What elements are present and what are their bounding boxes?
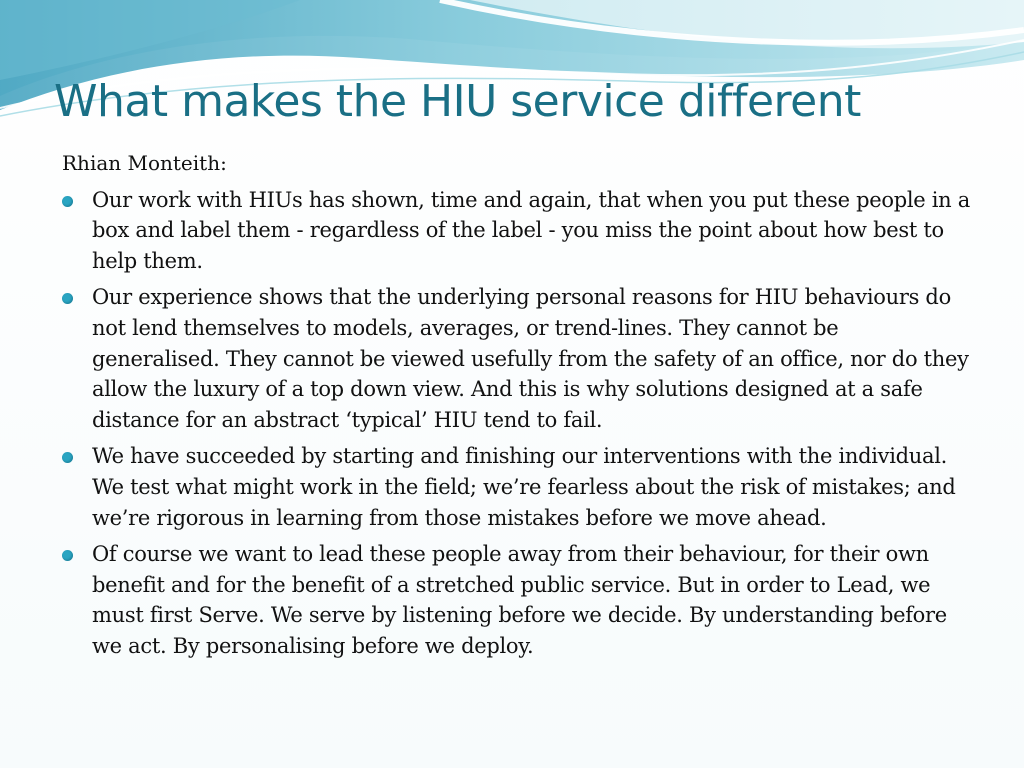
bullet-dot-icon bbox=[62, 196, 73, 207]
bullet-item bbox=[62, 282, 972, 435]
bullet-item bbox=[62, 539, 972, 661]
bullet-list bbox=[62, 185, 972, 662]
bullet-text: Of course we want to lead these people away from their behaviour, for their own benefit and for the benefit of a stretched public service. But in order to Lead, we must first Serve. We serve by listening before we decide. By understanding before we act. By personalising before we deploy. bbox=[92, 542, 947, 658]
bullet-dot-icon bbox=[62, 452, 73, 463]
bullet-text: Our experience shows that the underlying personal reasons for HIU behaviours do not lend themselves to models, averages, or trend-lines. They cannot be generalised. They cannot be viewed usefully from the safety of an office, nor do they allow the luxury of a top down view. And this is why solutions designed at a safe distance for an abstract ‘typical’ HIU tend to fail. bbox=[92, 285, 969, 432]
bullet-item bbox=[62, 185, 972, 277]
bullet-text: Our work with HIUs has shown, time and again, that when you put these people in a box and label them - regardless of the label - you miss the point about how best to help them. bbox=[92, 187, 971, 273]
bullet-text: We have succeeded by starting and finishing our interventions with the individual. We test what might work in the field; we’re fearless about the risk of mistakes; and we’re rigorous in learning from those mistakes before we move ahead. bbox=[92, 444, 956, 530]
bullet-dot-icon bbox=[62, 293, 73, 304]
slide-content bbox=[62, 148, 972, 668]
slide-title: What makes the HIU service different bbox=[54, 76, 861, 127]
bullet-item bbox=[62, 441, 972, 533]
bullet-dot-icon bbox=[62, 550, 73, 561]
speaker-name: Rhian Monteith: bbox=[62, 151, 227, 175]
